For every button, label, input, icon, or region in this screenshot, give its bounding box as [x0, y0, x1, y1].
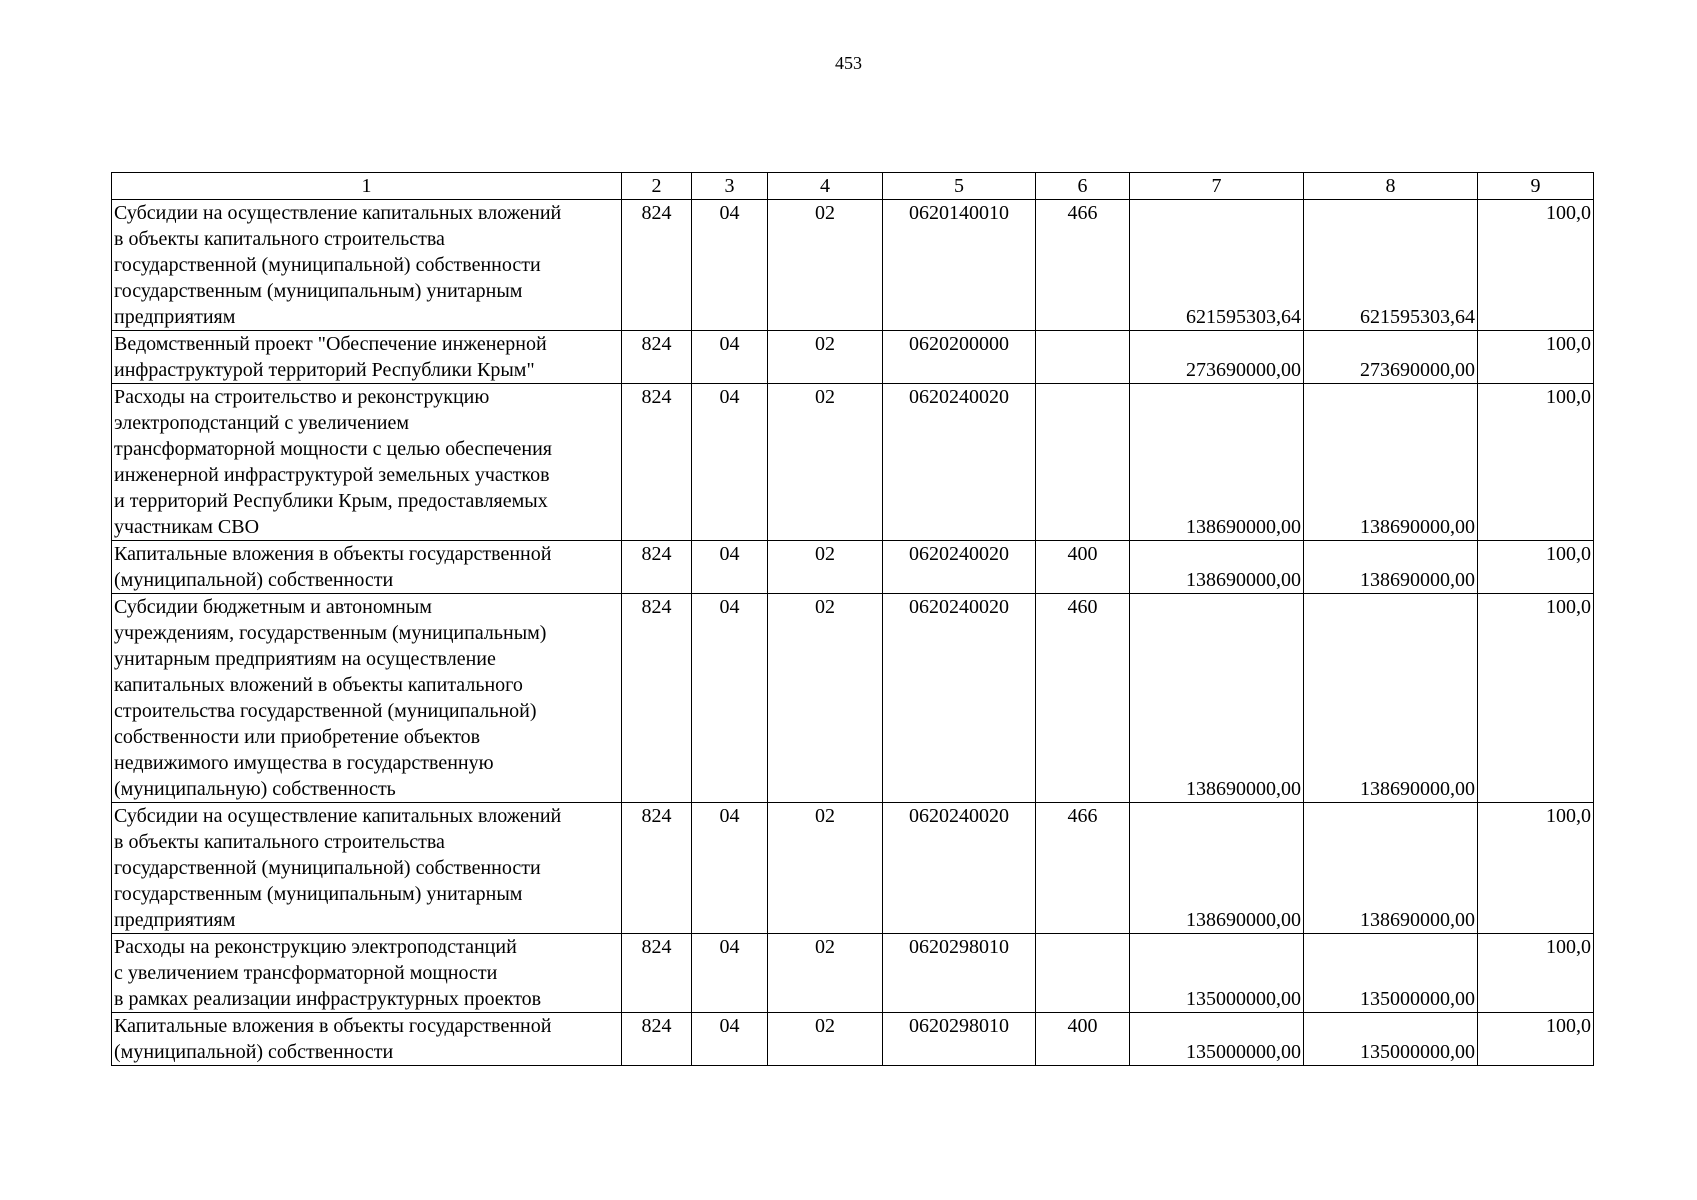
execution-percent: 100,0: [1478, 200, 1594, 331]
execution-percent: 100,0: [1478, 803, 1594, 934]
execution-percent: 100,0: [1478, 934, 1594, 1013]
target-article-code: 0620240020: [883, 384, 1036, 541]
table-row: [112, 803, 1594, 934]
section-code: 04: [692, 200, 768, 331]
amount-planned: 135000000,00: [1130, 1013, 1304, 1066]
amount-executed: 138690000,00: [1304, 384, 1478, 541]
row-description: Субсидии на осуществление капитальных вложений в объекты капитального строительства государственной (муниципальной) собственности государственным (муниципальным) унитарным предприятиям: [112, 803, 622, 934]
header-cell: 7: [1130, 173, 1304, 200]
budget-table: [111, 172, 1594, 1066]
header-cell: 8: [1304, 173, 1478, 200]
amount-executed: 135000000,00: [1304, 1013, 1478, 1066]
amount-executed: 138690000,00: [1304, 594, 1478, 803]
target-article-code: 0620298010: [883, 1013, 1036, 1066]
ministry-code: 824: [622, 384, 692, 541]
table-row: [112, 934, 1594, 1013]
target-article-code: 0620200000: [883, 331, 1036, 384]
amount-executed: 135000000,00: [1304, 934, 1478, 1013]
amount-executed: 273690000,00: [1304, 331, 1478, 384]
subsection-code: 02: [768, 1013, 883, 1066]
amount-planned: 138690000,00: [1130, 594, 1304, 803]
amount-planned: 138690000,00: [1130, 541, 1304, 594]
row-description: Субсидии на осуществление капитальных вложений в объекты капитального строительства государственной (муниципальной) собственности государственным (муниципальным) унитарным предприятиям: [112, 200, 622, 331]
execution-percent: 100,0: [1478, 384, 1594, 541]
header-cell: 3: [692, 173, 768, 200]
header-cell: 6: [1036, 173, 1130, 200]
row-description: Расходы на строительство и реконструкцию электроподстанций с увеличением трансформаторной мощности с целью обеспечения инженерной инфраструктурой земельных участков и территорий Республики Крым, предоставляемых участникам СВО: [112, 384, 622, 541]
header-row: [112, 173, 1594, 200]
section-code: 04: [692, 594, 768, 803]
header-cell: 2: [622, 173, 692, 200]
table-row: [112, 541, 1594, 594]
amount-planned: 138690000,00: [1130, 803, 1304, 934]
section-code: 04: [692, 331, 768, 384]
execution-percent: 100,0: [1478, 331, 1594, 384]
expense-type-code: 466: [1036, 803, 1130, 934]
header-cell: 5: [883, 173, 1036, 200]
target-article-code: 0620240020: [883, 803, 1036, 934]
section-code: 04: [692, 803, 768, 934]
target-article-code: 0620298010: [883, 934, 1036, 1013]
header-cell: 1: [112, 173, 622, 200]
expense-type-code: 400: [1036, 1013, 1130, 1066]
ministry-code: 824: [622, 1013, 692, 1066]
execution-percent: 100,0: [1478, 541, 1594, 594]
subsection-code: 02: [768, 331, 883, 384]
subsection-code: 02: [768, 541, 883, 594]
row-description: Капитальные вложения в объекты государственной (муниципальной) собственности: [112, 541, 622, 594]
table-row: [112, 594, 1594, 803]
amount-planned: 621595303,64: [1130, 200, 1304, 331]
header-cell: 4: [768, 173, 883, 200]
subsection-code: 02: [768, 934, 883, 1013]
page-number: 453: [835, 53, 862, 73]
execution-percent: 100,0: [1478, 1013, 1594, 1066]
expense-type-code: [1036, 384, 1130, 541]
row-description: Капитальные вложения в объекты государственной (муниципальной) собственности: [112, 1013, 622, 1066]
table-row: [112, 1013, 1594, 1066]
ministry-code: 824: [622, 200, 692, 331]
target-article-code: 0620240020: [883, 541, 1036, 594]
amount-executed: 138690000,00: [1304, 541, 1478, 594]
amount-planned: 273690000,00: [1130, 331, 1304, 384]
expense-type-code: 466: [1036, 200, 1130, 331]
table-row: [112, 384, 1594, 541]
amount-planned: 138690000,00: [1130, 384, 1304, 541]
ministry-code: 824: [622, 594, 692, 803]
amount-executed: 138690000,00: [1304, 803, 1478, 934]
expense-type-code: [1036, 331, 1130, 384]
row-description: Расходы на реконструкцию электроподстанций с увеличением трансформаторной мощности в рамках реализации инфраструктурных проектов: [112, 934, 622, 1013]
expense-type-code: 400: [1036, 541, 1130, 594]
section-code: 04: [692, 384, 768, 541]
ministry-code: 824: [622, 803, 692, 934]
row-description: Ведомственный проект "Обеспечение инженерной инфраструктурой территорий Республики Крым": [112, 331, 622, 384]
amount-planned: 135000000,00: [1130, 934, 1304, 1013]
subsection-code: 02: [768, 803, 883, 934]
amount-executed: 621595303,64: [1304, 200, 1478, 331]
expense-type-code: 460: [1036, 594, 1130, 803]
target-article-code: 0620240020: [883, 594, 1036, 803]
section-code: 04: [692, 934, 768, 1013]
header-cell: 9: [1478, 173, 1594, 200]
section-code: 04: [692, 541, 768, 594]
table-row: [112, 331, 1594, 384]
ministry-code: 824: [622, 541, 692, 594]
subsection-code: 02: [768, 384, 883, 541]
subsection-code: 02: [768, 594, 883, 803]
table-row: [112, 200, 1594, 331]
section-code: 04: [692, 1013, 768, 1066]
subsection-code: 02: [768, 200, 883, 331]
expense-type-code: [1036, 934, 1130, 1013]
execution-percent: 100,0: [1478, 594, 1594, 803]
target-article-code: 0620140010: [883, 200, 1036, 331]
ministry-code: 824: [622, 934, 692, 1013]
ministry-code: 824: [622, 331, 692, 384]
row-description: Субсидии бюджетным и автономным учреждениям, государственным (муниципальным) унитарным предприятиям на осуществление капитальных вложений в объекты капитального строительства государственной (муниципальной) собственности или приобретение объектов недвижимого имущества в государственную (муниципальную) собственность: [112, 594, 622, 803]
